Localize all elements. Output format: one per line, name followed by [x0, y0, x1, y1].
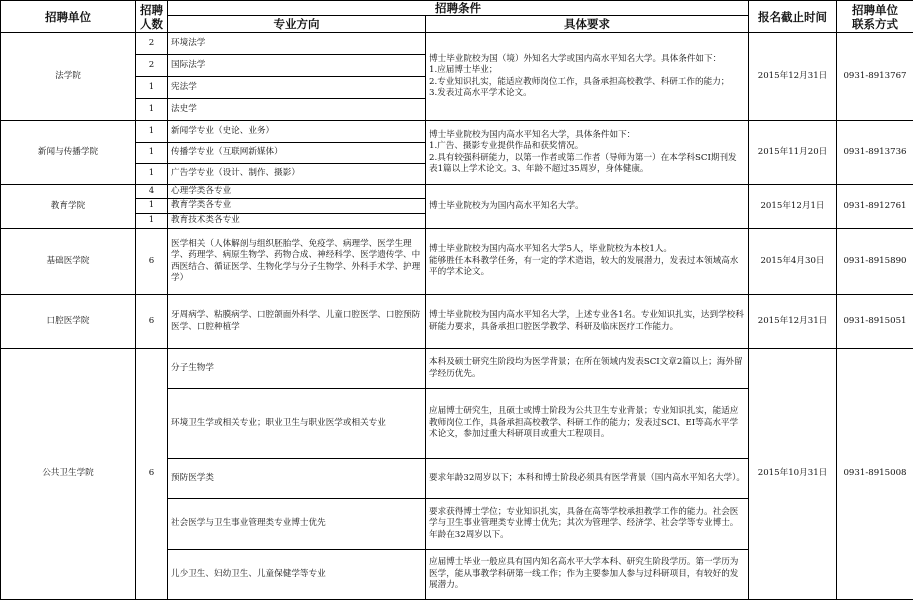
deadline-date: 2015年11月20日 — [749, 121, 837, 185]
requirement-text: 博士毕业院校为国内高水平知名大学，上述专业各1名。专业知识扎实，达到学校科研能力要求，具备承担口腔医学教学、科研及临床医疗工作能力。 — [426, 295, 749, 349]
contact-phone: 0931-8915890 — [837, 229, 913, 295]
table-row — [1, 185, 913, 199]
header-unit: 招聘单位 — [1, 1, 136, 33]
recruit-count: 2 — [136, 55, 168, 77]
table-row — [1, 349, 913, 389]
requirement-text: 应届博士研究生，且硕士或博士阶段为公共卫生专业背景；专业知识扎实，能适应教师岗位工作，具备承担高校教学、科研工作的能力；发表过SCI、EI等高水平学术论文，参加过重大科研项目或重大工程项目。 — [426, 389, 749, 459]
deadline-date: 2015年4月30日 — [749, 229, 837, 295]
recruit-count: 2 — [136, 33, 168, 55]
major-name: 心理学类各专业 — [168, 185, 426, 199]
table-row — [1, 33, 913, 55]
header-count: 招聘 人数 — [136, 1, 168, 33]
major-name: 环境卫生学或相关专业；职业卫生与职业医学或相关专业 — [168, 389, 426, 459]
header-major: 专业方向 — [168, 16, 426, 33]
major-name: 教育学类各专业 — [168, 199, 426, 214]
table-row — [1, 295, 913, 349]
major-name: 医学相关（人体解剖与组织胚胎学、免疫学、病理学、医学生理学、药理学、病原生物学、药物合成、神经科学、医学遗传学、中西医结合、循证医学、生物化学与分子生物学、外科手术学、护理学） — [168, 229, 426, 295]
table-row — [1, 121, 913, 143]
recruit-count: 1 — [136, 199, 168, 214]
deadline-date: 2015年10月31日 — [749, 349, 837, 600]
recruit-count: 4 — [136, 185, 168, 199]
requirement-text: 要求获得博士学位；专业知识扎实，具备在高等学校承担教学工作的能力。社会医学与卫生事业管理类专业博士优先；其次为管理学、经济学、社会学等专业博士。年龄在32周岁以下。 — [426, 499, 749, 550]
deadline-date: 2015年12月31日 — [749, 33, 837, 121]
major-name: 牙周病学、粘膜病学、口腔颌面外科学、儿童口腔医学、口腔预防医学、口腔种植学 — [168, 295, 426, 349]
major-name: 社会医学与卫生事业管理类专业博士优先 — [168, 499, 426, 550]
recruit-count: 1 — [136, 164, 168, 185]
deadline-date: 2015年12月1日 — [749, 185, 837, 229]
unit-name: 口腔医学院 — [1, 295, 136, 349]
major-name: 教育技术类各专业 — [168, 214, 426, 229]
recruit-count: 1 — [136, 77, 168, 99]
unit-name: 新闻与传播学院 — [1, 121, 136, 185]
header-requirement: 具体要求 — [426, 16, 749, 33]
unit-name: 公共卫生学院 — [1, 349, 136, 600]
unit-name: 法学院 — [1, 33, 136, 121]
recruit-count: 1 — [136, 143, 168, 164]
recruit-count: 6 — [136, 229, 168, 295]
contact-phone: 0931-8913767 — [837, 33, 913, 121]
unit-name: 教育学院 — [1, 185, 136, 229]
contact-phone: 0931-8915008 — [837, 349, 913, 600]
major-name: 新闻学专业（史论、业务） — [168, 121, 426, 143]
table-row — [1, 229, 913, 295]
major-name: 宪法学 — [168, 77, 426, 99]
contact-phone: 0931-8915051 — [837, 295, 913, 349]
requirement-text: 博士毕业院校为国内高水平知名大学5人，毕业院校为本校1人。 能够胜任本科教学任务，有一定的学术造诣，较大的发展潜力，发表过本领域高水平的学术论文。 — [426, 229, 749, 295]
header-deadline: 报名截止时间 — [749, 1, 837, 33]
contact-phone: 0931-8912761 — [837, 185, 913, 229]
requirement-text: 博士毕业院校为为国内高水平知名大学。 — [426, 185, 749, 229]
major-name: 环境法学 — [168, 33, 426, 55]
header-conditions: 招聘条件 — [168, 1, 749, 16]
recruit-count: 6 — [136, 349, 168, 600]
major-name: 法史学 — [168, 99, 426, 121]
requirement-text: 本科及硕士研究生阶段均为医学背景；在所在领域内发表SCI文章2篇以上；海外留学经历优先。 — [426, 349, 749, 389]
major-name: 传播学专业（互联网新媒体） — [168, 143, 426, 164]
header-contact: 招聘单位 联系方式 — [837, 1, 913, 33]
major-name: 国际法学 — [168, 55, 426, 77]
recruit-count: 1 — [136, 99, 168, 121]
unit-name: 基础医学院 — [1, 229, 136, 295]
major-name: 广告学专业（设计、制作、摄影） — [168, 164, 426, 185]
major-name: 儿少卫生、妇幼卫生、儿童保健学等专业 — [168, 550, 426, 600]
deadline-date: 2015年12月31日 — [749, 295, 837, 349]
major-name: 预防医学类 — [168, 459, 426, 499]
contact-phone: 0931-8913736 — [837, 121, 913, 185]
major-name: 分子生物学 — [168, 349, 426, 389]
requirement-text: 应届博士毕业一般应具有国内知名高水平大学本科、研究生阶段学历。第一学历为医学，能从事教学科研第一线工作；作为主要参加人参与过科研项目，有较好的发展潜力。 — [426, 550, 749, 600]
requirement-text: 要求年龄32周岁以下；本科和博士阶段必须具有医学背景（国内高水平知名大学）。 — [426, 459, 749, 499]
requirement-text: 博士毕业院校为国内高水平知名大学，具体条件如下： 1.广告、摄影专业提供作品和获奖情况。 2.具有较强科研能力，以第一作者或第二作者（导师为第一）在本学科SCI期刊发表1篇以上学术论文。3、年龄不超过35周岁，身体健康。 — [426, 121, 749, 185]
recruit-count: 1 — [136, 214, 168, 229]
recruit-count: 1 — [136, 121, 168, 143]
requirement-text: 博士毕业院校为国（境）外知名大学或国内高水平知名大学。具体条件如下： 1.应届博士毕业； 2.专业知识扎实，能适应教师岗位工作，具备承担高校教学、科研工作的能力； 3.发表过高水平学术论文。 — [426, 33, 749, 121]
recruit-count: 6 — [136, 295, 168, 349]
